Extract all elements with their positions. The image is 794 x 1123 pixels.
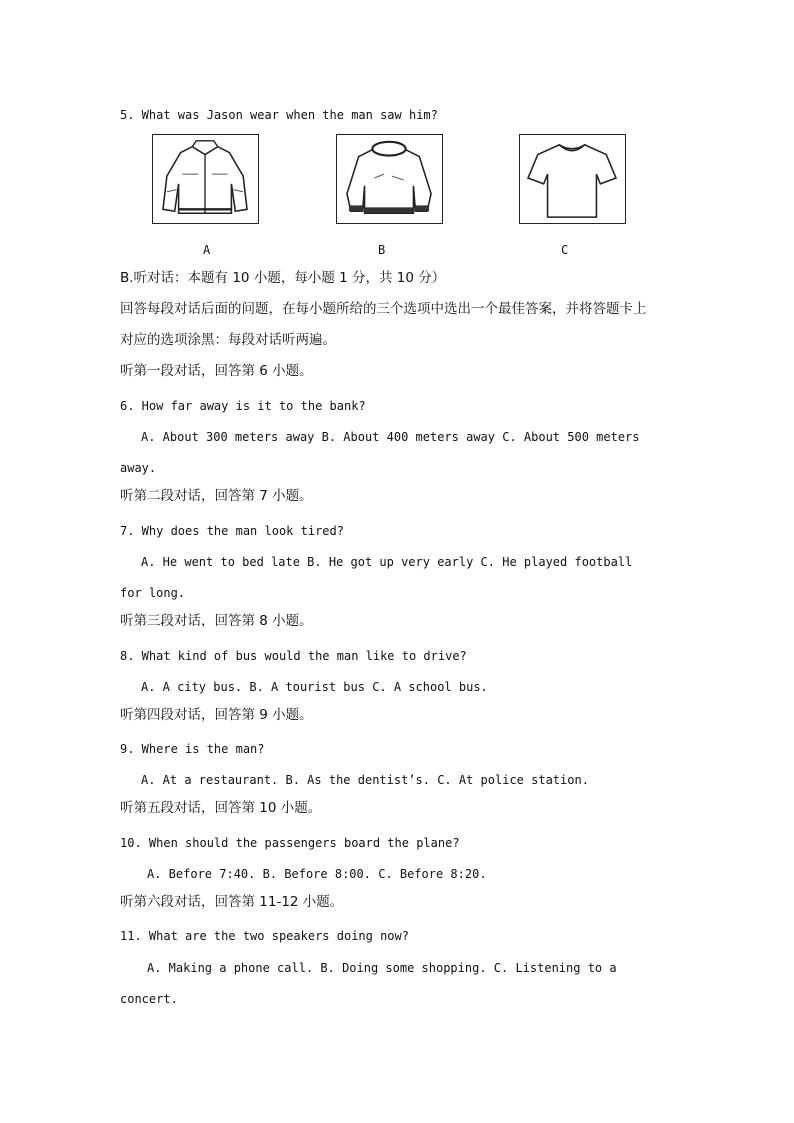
options-6: A. About 300 meters away B. About 400 meters away C. About 500 meters <box>141 430 640 444</box>
picture-a-label: A <box>203 243 211 257</box>
prompt-7: 听第二段对话，回答第 7 小题。 <box>120 488 313 504</box>
prompt-8: 听第三段对话，回答第 8 小题。 <box>120 613 313 629</box>
options-10: A. Before 7:40. B. Before 8:00. C. Before 8:20. <box>147 867 487 881</box>
section-b-heading: B.听对话：本题有 10 小题，每小题 1 分，共 10 分） <box>120 270 446 286</box>
options-7-wrap: for long. <box>120 586 186 600</box>
options-7: A. He went to bed late B. He got up very early C. He played football <box>141 555 633 569</box>
options-11-wrap: concert. <box>120 992 178 1006</box>
question-7: 7. Why does the man look tired? <box>120 524 344 538</box>
question-11: 11. What are the two speakers doing now? <box>120 929 409 943</box>
sweater-icon <box>337 135 442 223</box>
question-8: 8. What kind of bus would the man like to drive? <box>120 649 467 663</box>
jacket-icon <box>153 135 258 223</box>
picture-c <box>519 134 626 224</box>
picture-b-label: B <box>378 243 386 257</box>
prompt-10: 听第五段对话，回答第 10 小题。 <box>120 800 322 816</box>
question-9: 9. Where is the man? <box>120 742 265 756</box>
prompt-6: 听第一段对话，回答第 6 小题。 <box>120 363 313 379</box>
options-9: A. At a restaurant. B. As the dentist’s. C. At police station. <box>141 773 589 787</box>
section-b-instruction-2: 对应的选项涂黑：每段对话听两遍。 <box>120 332 336 348</box>
question-5: 5. What was Jason wear when the man saw him? <box>120 108 438 122</box>
options-11: A. Making a phone call. B. Doing some shopping. C. Listening to a <box>147 961 617 975</box>
question-10: 10. When should the passengers board the plane? <box>120 836 460 850</box>
picture-c-label: C <box>561 243 569 257</box>
options-8: A. A city bus. B. A tourist bus C. A school bus. <box>141 680 488 694</box>
question-6: 6. How far away is it to the bank? <box>120 399 366 413</box>
options-6-wrap: away. <box>120 461 157 475</box>
prompt-11: 听第六段对话，回答第 11-12 小题。 <box>120 894 344 910</box>
picture-a <box>152 134 259 224</box>
tshirt-icon <box>520 135 625 223</box>
section-b-instruction-1: 回答每段对话后面的问题，在每小题所给的三个选项中选出一个最佳答案，并将答题卡上 <box>120 301 647 317</box>
prompt-9: 听第四段对话，回答第 9 小题。 <box>120 707 313 723</box>
picture-b <box>336 134 443 224</box>
